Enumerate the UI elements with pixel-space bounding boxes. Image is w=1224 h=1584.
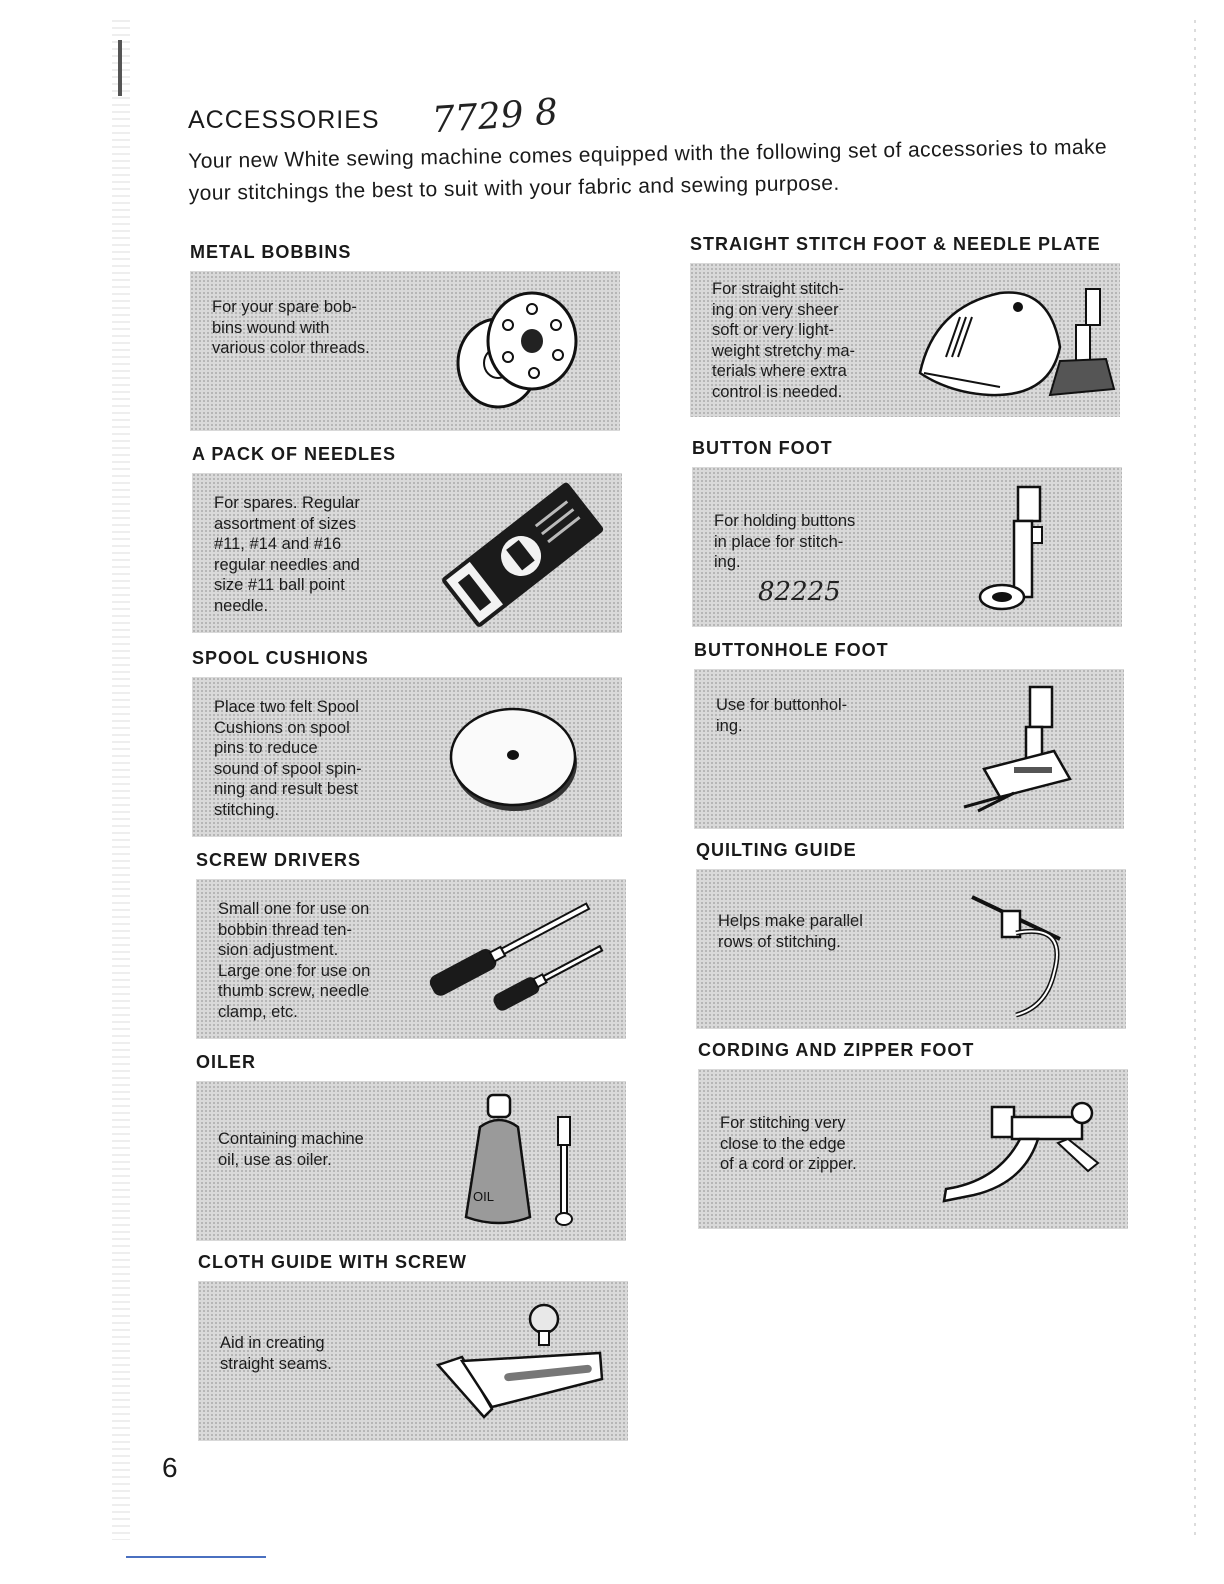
accessory-panel — [696, 869, 1126, 1029]
section-label: OILER — [196, 1052, 257, 1072]
section-cloth-guide — [198, 1252, 628, 1441]
accessory-description: Containing machine oil, use as oiler. — [218, 1130, 364, 1169]
header — [188, 91, 559, 142]
accessory-description: Aid in creating straight seams. — [220, 1334, 332, 1373]
handwritten-number: 7729 8 — [430, 91, 559, 142]
oil-bottle-label: OIL — [473, 1189, 494, 1204]
button-foot-icon — [972, 477, 1092, 617]
accessory-description: For your spare bob- bins wound with various color threads. — [212, 298, 370, 357]
section-label: BUTTONHOLE FOOT — [694, 640, 889, 660]
section-label: METAL BOBBINS — [190, 242, 352, 262]
accessory-description: For straight stitch- ing on very sheer soft or very light- weight stretchy ma- terials where extra control is needed. — [712, 280, 856, 401]
accessory-description: For holding buttons in place for stitch- ing. — [714, 512, 856, 571]
accessory-description: For spares. Regular assortment of sizes #11, #14 and #16 regular needles and size #11 ball point needle. — [214, 494, 360, 615]
section-screw-drivers — [196, 850, 626, 1039]
accessory-panel — [690, 263, 1120, 417]
binding-mark — [118, 40, 122, 96]
accessory-description: Small one for use on bobbin thread ten- sion adjustment. Large one for use on thumb screw, needle clamp, etc. — [218, 900, 371, 1021]
spool-cushion-icon — [447, 697, 587, 817]
handwritten-note: 82225 — [758, 577, 841, 607]
bobbins-icon — [450, 285, 590, 415]
section-straight-stitch — [690, 234, 1120, 417]
page-number: 6 — [162, 1452, 178, 1483]
screwdriver-icon — [416, 889, 616, 1029]
section-label: BUTTON FOOT — [692, 438, 833, 458]
accessory-description: Helps make parallel rows of stitching. — [718, 912, 863, 951]
section-metal-bobbins — [190, 242, 620, 431]
section-label: STRAIGHT STITCH FOOT & NEEDLE PLATE — [690, 234, 1101, 254]
binding-edge — [112, 20, 130, 1540]
zipper-foot-icon — [928, 1083, 1118, 1213]
section-spool-cushions — [192, 648, 622, 837]
accessory-panel — [196, 1081, 626, 1241]
cloth-guide-icon — [432, 1299, 612, 1429]
section-label: CORDING AND ZIPPER FOOT — [698, 1040, 975, 1060]
accessory-panel — [692, 467, 1122, 627]
oiler-icon — [458, 1087, 598, 1237]
accessory-panel — [694, 669, 1124, 829]
accessory-description: For stitching very close to the edge of a cord or zipper. — [720, 1114, 857, 1173]
section-label: CLOTH GUIDE WITH SCREW — [198, 1252, 467, 1272]
accessory-panel — [192, 473, 622, 633]
bottom-rule — [126, 1556, 266, 1558]
section-needles — [192, 444, 622, 633]
section-label: A PACK OF NEEDLES — [192, 444, 397, 464]
accessory-panel — [196, 879, 626, 1039]
section-buttonhole-foot — [694, 640, 1124, 829]
accessory-description: Place two felt Spool Cushions on spool pins to reduce sound of spool spin- ning and result best stitching. — [214, 698, 362, 819]
section-cording-zipper — [698, 1040, 1128, 1229]
accessory-panel — [198, 1281, 628, 1441]
right-page-edge — [1194, 20, 1196, 1540]
accessory-panel — [192, 677, 622, 837]
needle-plate-icon — [900, 277, 1120, 407]
accessory-panel — [698, 1069, 1128, 1229]
section-oiler — [196, 1052, 626, 1241]
needle-pack-icon — [432, 479, 612, 629]
section-button-foot — [692, 438, 1122, 627]
intro-paragraph: Your new White sewing machine comes equipped with the following set of accessories to make your stitchings the best to suit with your fabric and sewing purpose. — [188, 135, 1108, 205]
accessory-description: Use for buttonhol- ing. — [716, 696, 848, 735]
accessory-panel — [190, 271, 620, 431]
page-title: ACCESSORIES — [188, 106, 380, 134]
section-label: QUILTING GUIDE — [696, 840, 857, 860]
buttonhole-foot-icon — [944, 679, 1104, 819]
quilting-guide-icon — [956, 883, 1086, 1023]
section-quilting-guide — [696, 840, 1126, 1029]
section-label: SPOOL CUSHIONS — [192, 648, 369, 668]
section-label: SCREW DRIVERS — [196, 850, 362, 870]
